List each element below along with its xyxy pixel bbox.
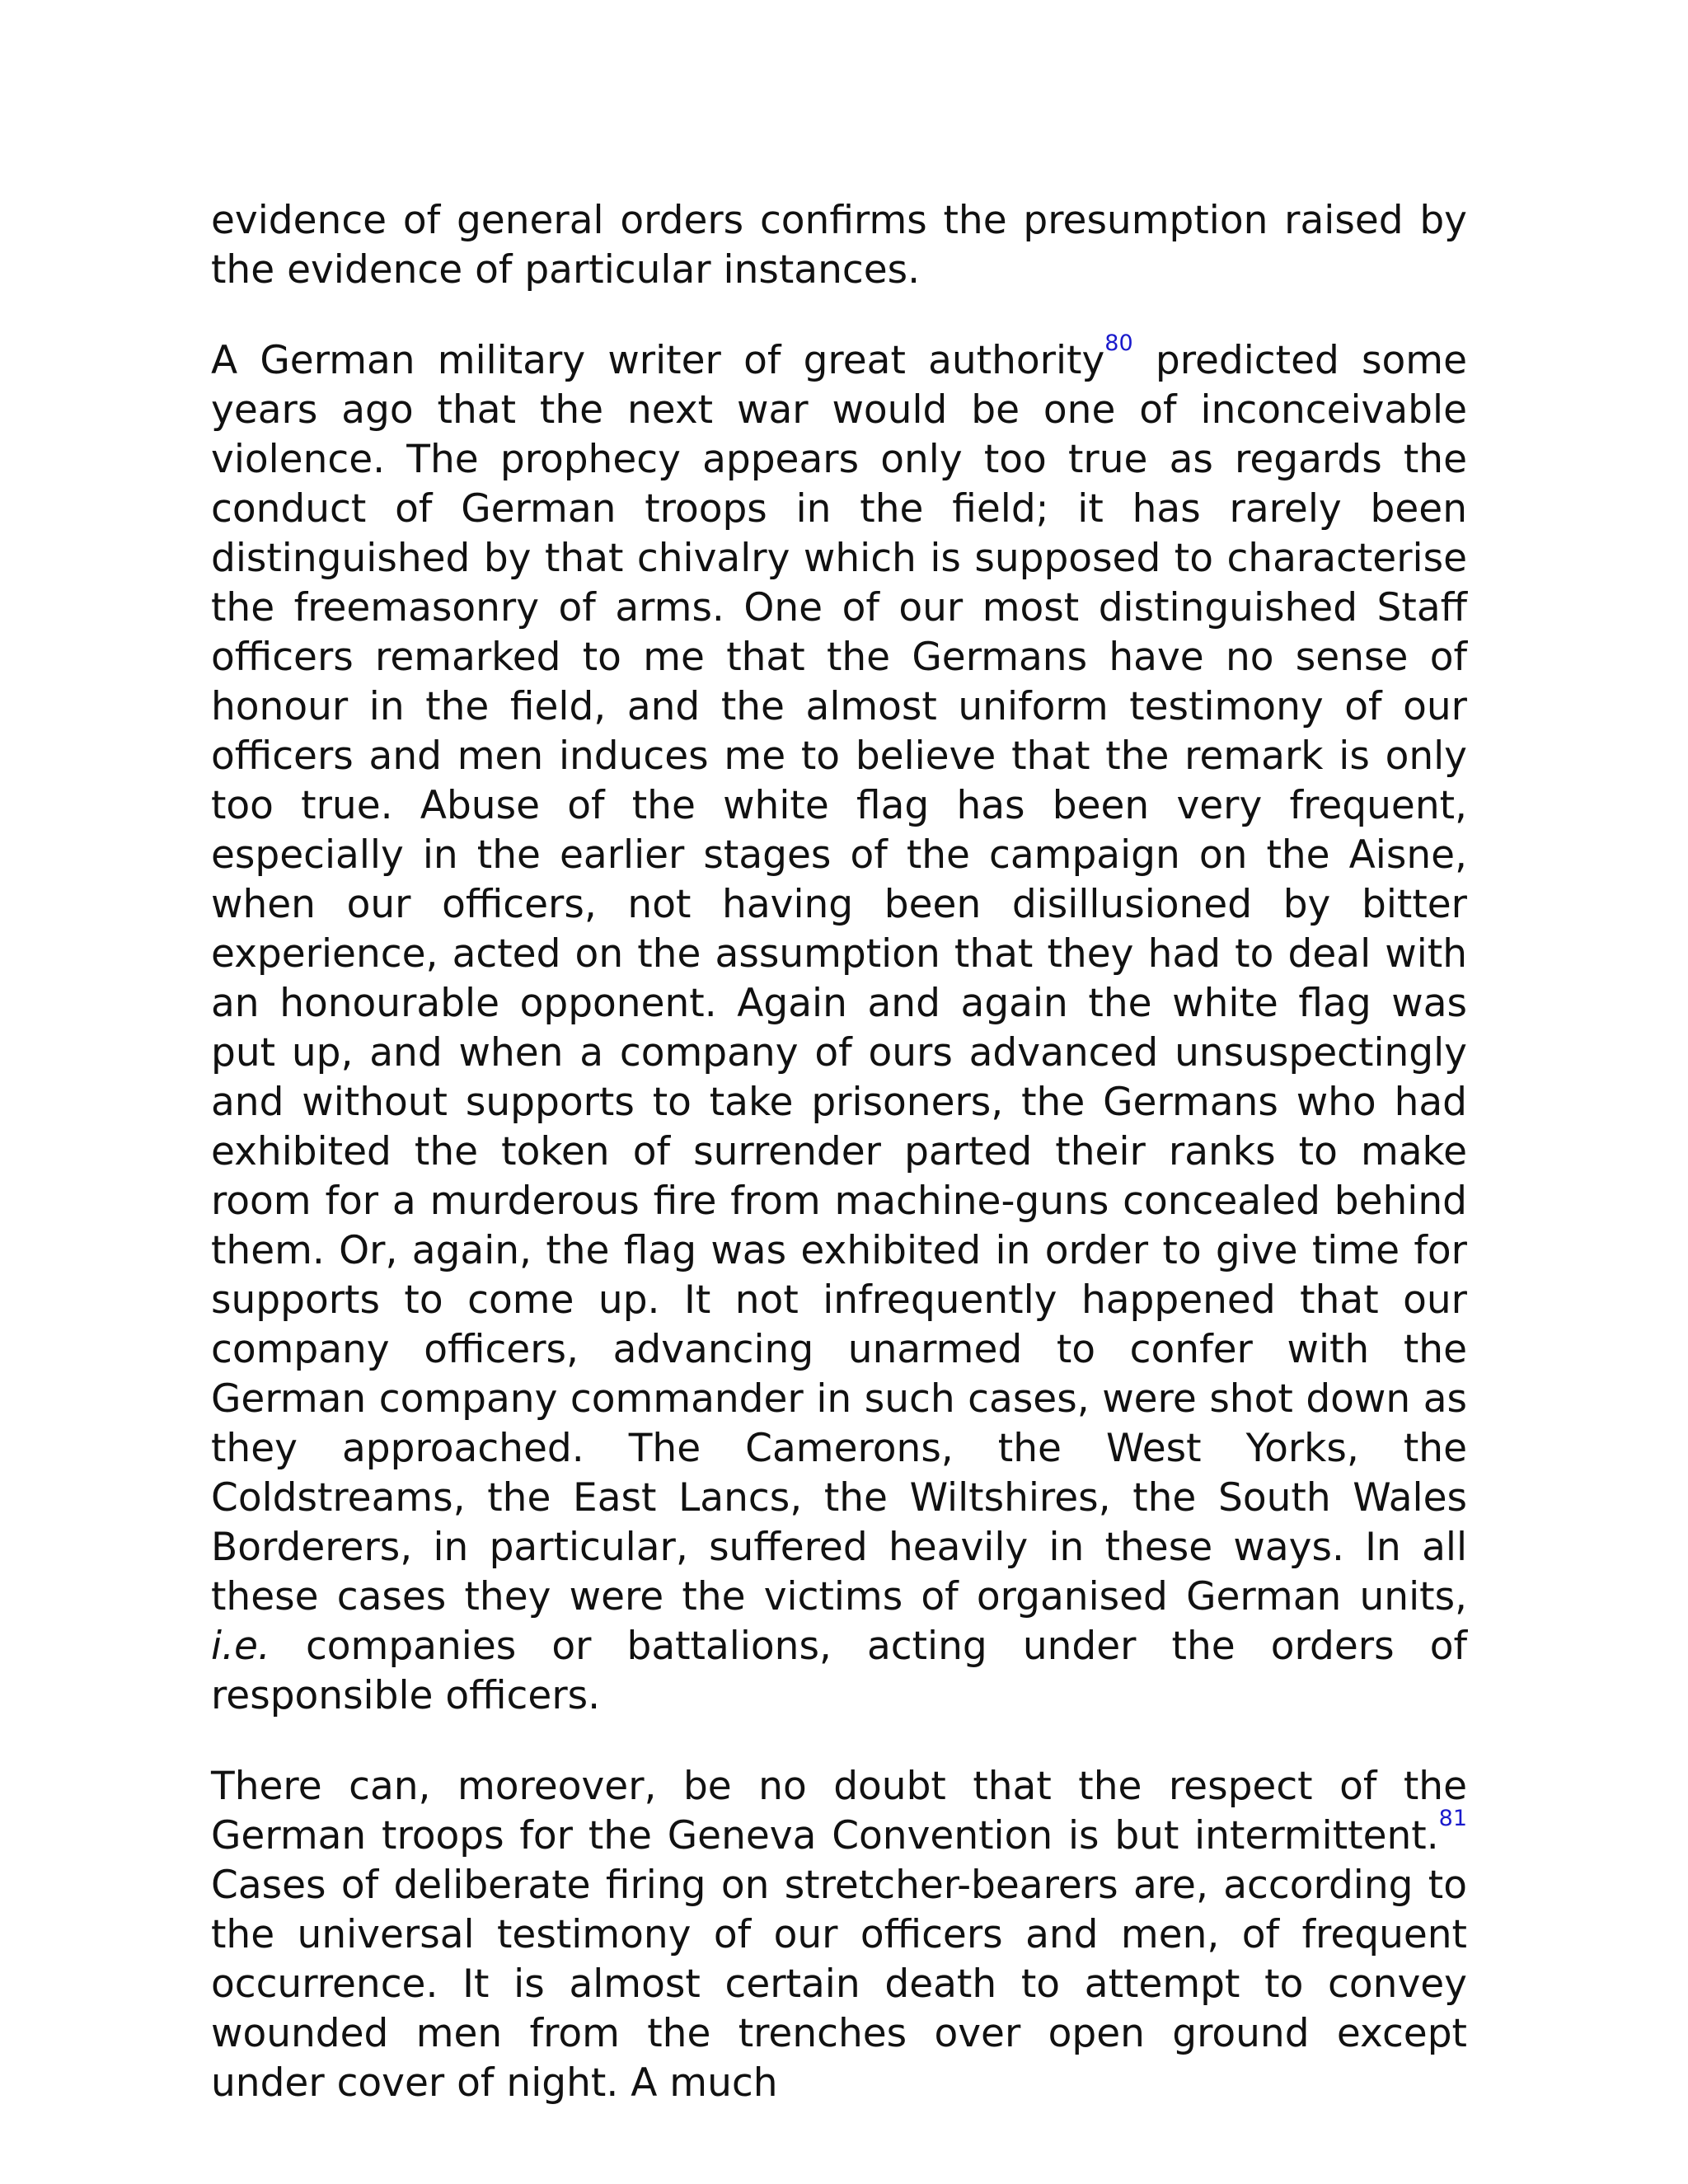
paragraph-2 [211, 330, 1467, 1721]
paragraph-text: companies or battalions, acting under the orders of responsible officers. [211, 1624, 1467, 1718]
paragraph-text: Cases of deliberate firing on stretcher-bearers are, according to the universal testimony of our officers and men, of frequent occurrence. It is almost certain death to attempt to convey wounded men from the trenches over open ground except under cover of night. A much [211, 1863, 1467, 2106]
paragraph-text: evidence of general orders confirms the presumption raised by the evidence of particular instances. [211, 198, 1467, 293]
paragraph-text: A German military writer of great authority [211, 338, 1105, 383]
paragraph-text: predicted some years ago that the next war would be one of inconceivable violence. The prophecy appears only too true as regards the conduct of German troops in the field; it has rarely been distinguished by that chivalry which is supposed to characterise the freemasonry of arms. One of our most distinguished Staff officers remarked to me that the Germans have no sense of honour in the field, and the almost uniform testimony of our officers and men induces me to believe that the remark is only too true. Abuse of the white flag has been very frequent, especially in the earlier stages of the campaign on the Aisne, when our officers, not having been disillusioned by bitter experience, acted on the assumption that they had to deal with an honourable opponent. Again and again the white flag was put up, and when a company of ours advanced unsuspectingly and without supports to take prisoners, the Germans who had exhibited the token of surrender parted their ranks to make room for a murderous fire from machine-guns concealed behind them. Or, again, the flag was exhibited in order to give time for supports to come up. It not infrequently happened that our company officers, advancing unarmed to confer with the German company commander in such cases, were shot down as they approached. The Camerons, the West Yorks, the Coldstreams, the East Lancs, the Wiltshires, the South Wales Borderers, in particular, suffered heavily in these ways. In all these cases they were the victims of organised German units, [211, 338, 1467, 1619]
paragraph-1 [211, 196, 1467, 295]
footnote-link-81[interactable]: 81 [1438, 1806, 1467, 1831]
paragraph-text: There can, moreover, be no doubt that the respect of the German troops for the Geneva Convention is but intermittent. [211, 1764, 1467, 1858]
italic-abbreviation: i.e. [211, 1624, 270, 1669]
document-page [211, 196, 1467, 2108]
footnote-link-80[interactable]: 80 [1104, 330, 1133, 356]
paragraph-3 [211, 1762, 1467, 2108]
